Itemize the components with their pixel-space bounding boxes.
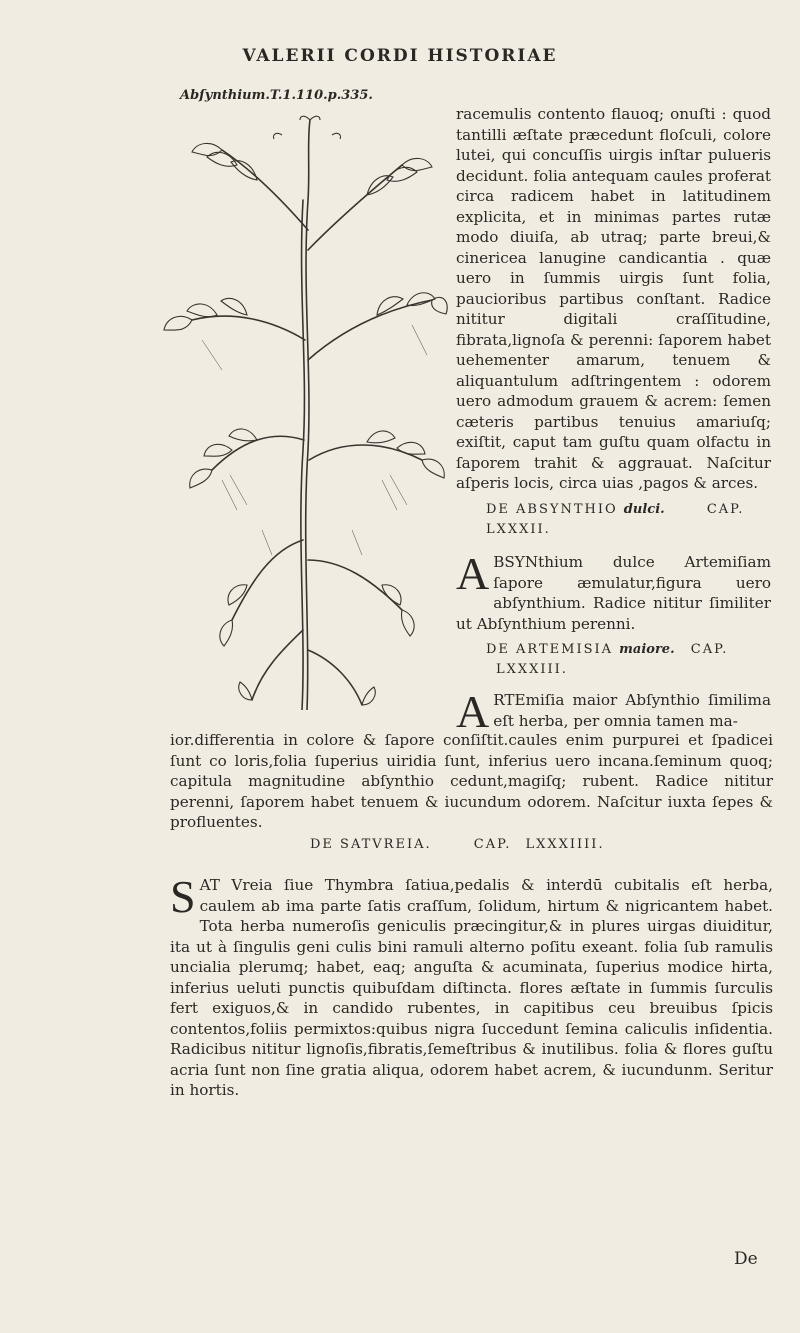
column-text: [456, 104, 771, 494]
chapter-text: BSYNthium dulce Artemiſiam ſapore æmulatur,figura uero abſynthium. Radice nititur ſimiliter ut Abſynthium perenni.: [456, 553, 771, 633]
running-title: VALERII CORDI HISTORIAE: [242, 46, 558, 66]
chapter-text: AT Vreia ſiue Thymbra ſatiua,pedalis & interdū cubitalis eſt herba, caulem ab ima parte ſatis craſſum, ſolidum, hirtum & nigricantem habet. Tota herba numeroſis geniculis præcingitur,& in plures uirgas diuiditur, ita ut à ſingulis geni culis bini ramuli alterno poſitu exeant. folia ſub ramulis uncialia plerumq; habet, eaq; anguſta & acuminata, ſuperius modice hirta, inferius ueluti punctis quibuſdam diſtincta. flores æſtate in ſummis ſurculis fert exiguos,& in candido rubentes, in capitibus ceu breuibus ſpicis contentos,foliis permixtos:quibus nigra ſuccedunt ſemina caliculis inſidentia. Radicibus nititur lignoſis,fibratis,ſemeſtribus & inutilibus. folia & flores guſtu acria ſunt non ſine gratia aliqua, odorem habet acrem, & iucundunm. Seritur in hortis.: [170, 876, 773, 1099]
plant-woodcut-icon: [162, 110, 452, 710]
chapter-body: [456, 686, 771, 737]
chapter-heading: [456, 640, 771, 680]
chapter-number: LXXXII.: [486, 522, 551, 537]
drop-cap: S: [170, 871, 196, 922]
chapter-heading: [170, 835, 773, 855]
figure-caption: Abſynthium.T.1.110.p.335.: [180, 88, 373, 103]
chapter-text: ior.differentia in colore & ſapore conſiſtit.caules enim purpurei et ſpadicei ſunt co loris,folia ſuperius uiridia ſunt, inferius uero incana.ſeminum quoq; capitula magnitudine abſynthio cedunt,magiſq; rubent. Radice nititur perenni, ſaporem habet tenuem & iucundum odorem. Naſcitur iuxta ſepes & profluentes.: [170, 731, 773, 831]
chapter-body: [456, 548, 771, 634]
chapter-cap: CAP.: [690, 642, 729, 657]
paragraph-absinthium: racemulis contento flauoq; onuſti : quod tantilli æſtate præcedunt floſculi, colore lutei, qui concuſſis uirgis inſtar pulueris decidunt. folia antequam caules proferat circa radicem habet in latitudinem explicita, et in minimas partes rutæ modo diuiſa, ab utraq; parte breui,& cinericea lanugine candicantia . quæ uero in ſummis uirgis ſunt folia, paucioribus partibus conſtant. Radice nititur digitali craſſitudine, fibrata,lignoſa & perenni: ſaporem habet uehementer amarum, tenuem & aliquantulum adſtringentem : odorem uero admodum grauem & acrem: ſemen cæteris partibus tenuius amariuſq; exiſtit, caput tam guſtu quam olfactu in ſaporem trahit & aggrauat. Naſcitur aſperis locis, circa uias ,pagos & arces.: [456, 105, 771, 492]
chapter-title: DE ARTEMISIA: [486, 642, 614, 657]
chapter-83: [456, 640, 771, 737]
chapter-number: LXXXIIII.: [525, 837, 605, 852]
chapter-number: LXXXIII.: [496, 662, 568, 677]
chapter-body: [170, 871, 773, 1101]
chapter-title: DE ABSYNTHIO: [486, 502, 618, 517]
chapter-83-continued: [170, 730, 773, 833]
chapter-84: [170, 835, 773, 1101]
catchword: De: [734, 1249, 758, 1269]
chapter-82: [456, 500, 771, 634]
chapter-title-italic: dulci.: [623, 502, 665, 517]
drop-cap: A: [456, 686, 490, 737]
chapter-cap: CAP.: [473, 837, 512, 852]
chapter-title: DE SATVREIA.: [310, 837, 432, 852]
chapter-text: RTEmiſia maior Abſynthio ſimilima eſt herba, per omnia tamen ma-: [493, 691, 771, 730]
chapter-cap: CAP.: [706, 502, 745, 517]
chapter-heading: [456, 500, 771, 540]
chapter-title-italic: maiore.: [619, 642, 675, 657]
drop-cap: A: [456, 548, 490, 599]
